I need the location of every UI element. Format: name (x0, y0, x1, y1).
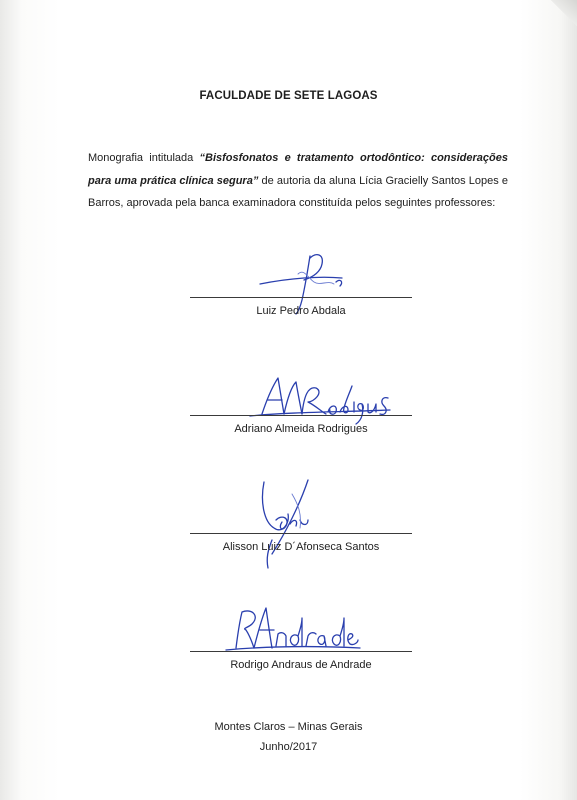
examiner-signature-block-2 (190, 366, 412, 446)
examiner-name-1: Luiz Pedro Abdala (256, 305, 346, 317)
signature-line-1 (190, 297, 412, 298)
examiner-signature-block-1 (190, 248, 412, 328)
location: Montes Claros – Minas Gerais (214, 721, 363, 733)
signature-line-3 (190, 533, 412, 534)
examiner-name-3: Alisson Luiz D´Afonseca Santos (222, 541, 380, 553)
examiner-name-2: Adriano Almeida Rodrigues (234, 423, 368, 435)
signature-line-4 (190, 651, 412, 652)
examiner-name-4: Rodrigo Andraus de Andrade (230, 659, 372, 671)
monograph-title: “Bisfosfonatos e tratamento ortodôntico: considerações para uma prática clínica segura” (88, 152, 508, 187)
page-corner-shadow (551, 0, 577, 26)
paragraph-rest: de autoria da aluna Lícia Gracielly Santos Lopes e Barros, aprovada pela banca examinadora constituída pelos seguintes professores: (88, 174, 508, 209)
date: Junho/2017 (259, 741, 318, 753)
institution-title: FACULDADE DE SETE LAGOAS (199, 90, 378, 102)
paragraph-intro: Monografia intitulada (88, 152, 200, 164)
examiner-signature-block-3 (190, 484, 412, 564)
approval-paragraph (88, 147, 508, 215)
examiner-signature-block-4 (190, 602, 412, 682)
signature-line-2 (190, 415, 412, 416)
